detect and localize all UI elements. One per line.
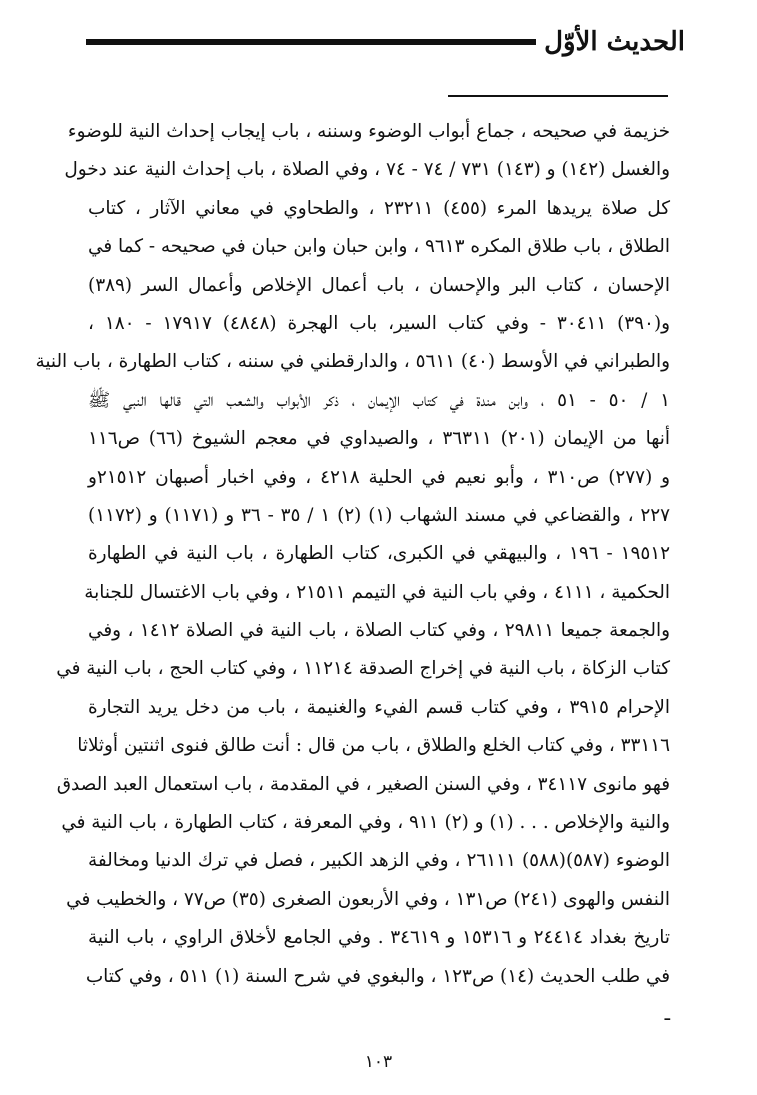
text-line: في طلب الحديث (١٤) ص١٢٣ ، والبغوي في شرح السنة (١) ٥١١ ، وفي كتاب: [85, 965, 670, 987]
footnote-text: [35, 113, 671, 1034]
text-line: كتاب الزكاة ، باب النية في إخراج الصدقة ١١٢١٤ ، وفي كتاب الحج ، باب النية في: [56, 658, 670, 680]
text-line: كل صلاة يريدها المرء (٤٥٥) ٢٣٢١١ ، والطحاوي في معاني الآثار ، كتاب: [88, 197, 670, 219]
running-header: [86, 22, 685, 62]
text-line: النفس والهوى (٢٤١) ص١٣١ ، وفي الأربعون الصغرى (٣٥) ص٧٧ ، والخطيب في: [66, 888, 670, 910]
text-line: ـ: [664, 1003, 670, 1025]
text-line: ١ / ٥٠ - ٥١ ، وابن مندة في كتاب الإيمان ، ذكر الأبواب والشعب التي قالها النبي ﷺ: [88, 389, 671, 411]
text-line: فهو مانوى ٣٤١١٧ ، وفي السنن الصغير ، في المقدمة ، باب استعمال العبد الصدق: [56, 773, 670, 795]
text-line: أنها من الإيمان (٢٠١) ٣٦٣١١ ، والصيداوي في معجم الشيوخ (٦٦) ص١١٦: [88, 428, 670, 450]
header-rule: [86, 39, 536, 45]
chapter-title: الحديث الأوّل: [544, 27, 685, 57]
text-line: ٢٢٧ ، والقضاعي في مسند الشهاب (١) (٢) ١ / ٣٥ - ٣٦ و (١١٧١) و (١١٧٢): [88, 504, 671, 526]
text-line: والجمعة جميعا ٢٩٨١١ ، وفي كتاب الصلاة ، باب النية في الصلاة ١٤١٢ ، وفي: [88, 620, 671, 642]
text-line: الإحسان ، كتاب البر والإحسان ، باب أعمال الإخلاص وأعمال السر (٣٨٩): [88, 274, 670, 296]
text-line: خزيمة في صحيحه ، جماع أبواب الوضوء وسننه ، باب إيجاب إحداث النية للوضوء: [67, 121, 670, 142]
text-line: الحكمية ، ٤١١١ ، وفي باب النية في التيمم ٢١٥١١ ، وفي باب الاغتسال للجنابة: [84, 581, 670, 603]
text-line: و (٢٧٧) ص٣١٠ ، وأبو نعيم في الحلية ٤٢١٨ ، وفي اخبار أصبهان ٢١٥١٢و: [88, 466, 671, 488]
text-line: والنية والإخلاص . . . (١) و (٢) ٩١١ ، وفي المعرفة ، كتاب الطهارة ، باب النية في: [61, 812, 670, 834]
text-line: تاريخ بغداد ٢٤٤١٤ و ١٥٣١٦ و ٣٤٦١٩ . وفي الجامع لأخلاق الراوي ، باب النية: [88, 927, 671, 949]
text-line: و(٣٩٠) ٣٠٤١١ - وفي كتاب السير، باب الهجرة (٤٨٤٨) ١٧٩١٧ - ١٨٠ ،: [88, 312, 670, 334]
text-line: والطبراني في الأوسط (٤٠) ٥٦١١ ، والدارقطني في سننه ، كتاب الطهارة ، باب النية: [35, 351, 670, 373]
footnote-separator: [448, 95, 668, 97]
text-line: الطلاق ، باب طلاق المكره ٩٦١٣ ، وابن حبان وابن حبان في صحيحه - كما في: [88, 236, 670, 258]
text-line: ١٩٥١٢ - ١٩٦ ، والبيهقي في الكبرى، كتاب الطهارة ، باب النية في الطهارة: [88, 543, 671, 565]
text-line: الوضوء (٥٨٧)(٥٨٨) ٢٦١١١ ، وفي الزهد الكبير ، فصل في ترك الدنيا ومخالفة: [88, 850, 670, 872]
text-line: الإحرام ٣٩١٥ ، وفي كتاب قسم الفيء والغنيمة ، باب من دخل يريد التجارة: [88, 696, 670, 718]
page-number: ١٠٣: [364, 1052, 393, 1072]
text-line: ٣٣١١٦ ، وفي كتاب الخلع والطلاق ، باب من قال : أنت طالق فنوى اثنتين أوثلاثا: [77, 735, 670, 757]
text-line: والغسل (١٤٢) و (١٤٣) ٧٣١ / ٧٤ - ٧٤ ، وفي الصلاة ، باب إحداث النية عند دخول: [64, 159, 670, 181]
